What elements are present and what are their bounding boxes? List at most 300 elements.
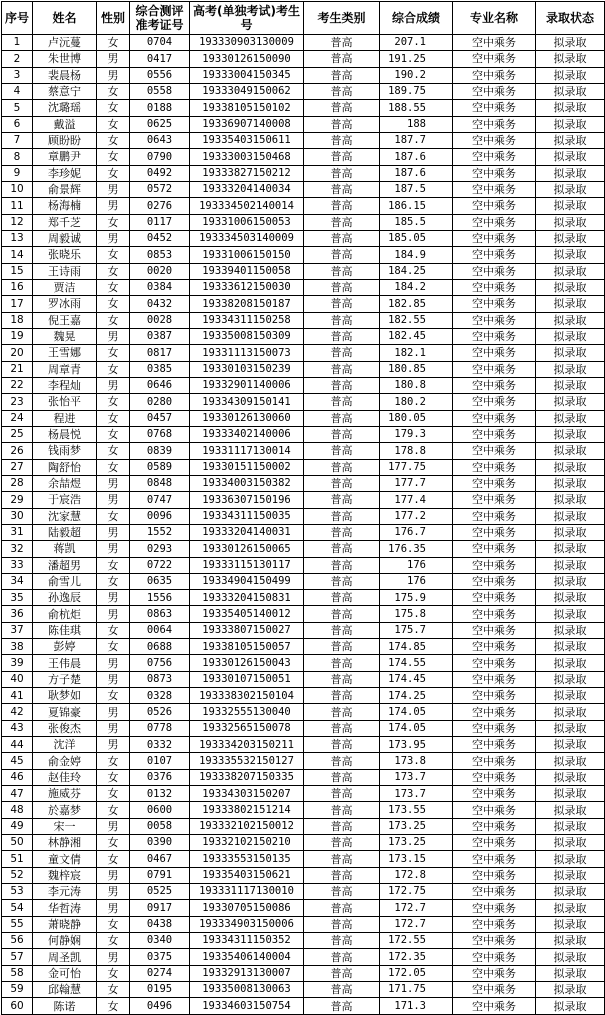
row-index: 50 xyxy=(2,835,33,851)
exam-ticket: 0328 xyxy=(130,688,190,704)
candidate-number: 19334904150499 xyxy=(190,573,304,589)
candidate-number: 19334309150141 xyxy=(190,394,304,410)
candidate-number: 19333827150212 xyxy=(190,165,304,181)
gender: 女 xyxy=(97,786,130,802)
table-row xyxy=(2,132,605,148)
major-name: 空中乘务 xyxy=(453,198,536,214)
candidate-type: 普高 xyxy=(304,688,380,704)
student-name: 魏晃 xyxy=(33,328,97,344)
admission-status: 拟录取 xyxy=(536,737,605,753)
candidate-number: 193332102150012 xyxy=(190,818,304,834)
exam-ticket: 0293 xyxy=(130,541,190,557)
table-row xyxy=(2,622,605,638)
candidate-type: 普高 xyxy=(304,606,380,622)
student-name: 潘超男 xyxy=(33,557,97,573)
candidate-type: 普高 xyxy=(304,737,380,753)
admission-status: 拟录取 xyxy=(536,312,605,328)
admission-status: 拟录取 xyxy=(536,230,605,246)
candidate-type: 普高 xyxy=(304,149,380,165)
candidate-number: 19335405140012 xyxy=(190,606,304,622)
candidate-number: 19332102150210 xyxy=(190,835,304,851)
candidate-type: 普高 xyxy=(304,998,380,1014)
candidate-type: 普高 xyxy=(304,557,380,573)
candidate-type: 普高 xyxy=(304,198,380,214)
total-score: 191.25 xyxy=(380,51,453,67)
exam-ticket: 0417 xyxy=(130,51,190,67)
exam-ticket: 0704 xyxy=(130,35,190,51)
gender: 男 xyxy=(97,818,130,834)
candidate-type: 普高 xyxy=(304,312,380,328)
major-name: 空中乘务 xyxy=(453,671,536,687)
candidate-type: 普高 xyxy=(304,884,380,900)
student-name: 杨海楠 xyxy=(33,198,97,214)
row-index: 23 xyxy=(2,394,33,410)
exam-ticket: 0107 xyxy=(130,753,190,769)
major-name: 空中乘务 xyxy=(453,492,536,508)
gender: 女 xyxy=(97,557,130,573)
gender: 男 xyxy=(97,328,130,344)
candidate-type: 普高 xyxy=(304,916,380,932)
major-name: 空中乘务 xyxy=(453,541,536,557)
table-row xyxy=(2,459,605,475)
row-index: 49 xyxy=(2,818,33,834)
header-major: 专业名称 xyxy=(453,2,536,35)
major-name: 空中乘务 xyxy=(453,639,536,655)
gender: 女 xyxy=(97,851,130,867)
admission-status: 拟录取 xyxy=(536,116,605,132)
candidate-number: 19332913130007 xyxy=(190,965,304,981)
student-name: 陈佳琪 xyxy=(33,622,97,638)
student-name: 於嘉梦 xyxy=(33,802,97,818)
row-index: 11 xyxy=(2,198,33,214)
candidate-number: 19338208150187 xyxy=(190,296,304,312)
total-score: 173.7 xyxy=(380,786,453,802)
student-name: 蔡意宁 xyxy=(33,83,97,99)
total-score: 177.7 xyxy=(380,475,453,491)
candidate-number: 19334311150258 xyxy=(190,312,304,328)
total-score: 176 xyxy=(380,557,453,573)
student-name: 戴溢 xyxy=(33,116,97,132)
exam-ticket: 0525 xyxy=(130,884,190,900)
table-row xyxy=(2,508,605,524)
table-row xyxy=(2,116,605,132)
row-index: 52 xyxy=(2,867,33,883)
student-name: 林静湘 xyxy=(33,835,97,851)
admission-status: 拟录取 xyxy=(536,279,605,295)
row-index: 28 xyxy=(2,475,33,491)
row-index: 21 xyxy=(2,361,33,377)
gender: 女 xyxy=(97,100,130,116)
exam-ticket: 0387 xyxy=(130,328,190,344)
admission-status: 拟录取 xyxy=(536,377,605,393)
row-index: 15 xyxy=(2,263,33,279)
candidate-number: 19330103150239 xyxy=(190,361,304,377)
major-name: 空中乘务 xyxy=(453,165,536,181)
total-score: 174.85 xyxy=(380,639,453,655)
major-name: 空中乘务 xyxy=(453,35,536,51)
table-row xyxy=(2,557,605,573)
candidate-number: 193335532150127 xyxy=(190,753,304,769)
row-index: 40 xyxy=(2,671,33,687)
student-name: 彭婷 xyxy=(33,639,97,655)
table-row xyxy=(2,492,605,508)
candidate-number: 19333003150468 xyxy=(190,149,304,165)
admission-status: 拟录取 xyxy=(536,704,605,720)
major-name: 空中乘务 xyxy=(453,998,536,1014)
total-score: 175.7 xyxy=(380,622,453,638)
candidate-number: 19333004150345 xyxy=(190,67,304,83)
row-index: 55 xyxy=(2,916,33,932)
total-score: 171.3 xyxy=(380,998,453,1014)
header-exam-ticket: 综合测评准考证号 xyxy=(130,2,190,35)
gender: 男 xyxy=(97,720,130,736)
gender: 女 xyxy=(97,345,130,361)
total-score: 184.2 xyxy=(380,279,453,295)
gender: 女 xyxy=(97,688,130,704)
major-name: 空中乘务 xyxy=(453,83,536,99)
table-row xyxy=(2,443,605,459)
exam-ticket: 0791 xyxy=(130,867,190,883)
candidate-type: 普高 xyxy=(304,573,380,589)
candidate-type: 普高 xyxy=(304,361,380,377)
table-row xyxy=(2,851,605,867)
exam-ticket: 0643 xyxy=(130,132,190,148)
major-name: 空中乘务 xyxy=(453,296,536,312)
row-index: 54 xyxy=(2,900,33,916)
exam-ticket: 0768 xyxy=(130,426,190,442)
table-row xyxy=(2,263,605,279)
table-row xyxy=(2,639,605,655)
major-name: 空中乘务 xyxy=(453,655,536,671)
table-row xyxy=(2,328,605,344)
row-index: 53 xyxy=(2,884,33,900)
candidate-number: 19335403150621 xyxy=(190,867,304,883)
major-name: 空中乘务 xyxy=(453,867,536,883)
candidate-type: 普高 xyxy=(304,965,380,981)
admission-status: 拟录取 xyxy=(536,867,605,883)
candidate-number: 19330126150043 xyxy=(190,655,304,671)
row-index: 17 xyxy=(2,296,33,312)
student-name: 贾洁 xyxy=(33,279,97,295)
table-row xyxy=(2,835,605,851)
exam-ticket: 0096 xyxy=(130,508,190,524)
total-score: 173.8 xyxy=(380,753,453,769)
major-name: 空中乘务 xyxy=(453,720,536,736)
admission-status: 拟录取 xyxy=(536,982,605,998)
major-name: 空中乘务 xyxy=(453,279,536,295)
table-row xyxy=(2,916,605,932)
exam-ticket: 0756 xyxy=(130,655,190,671)
major-name: 空中乘务 xyxy=(453,247,536,263)
table-row xyxy=(2,688,605,704)
candidate-number: 19332555130040 xyxy=(190,704,304,720)
row-index: 46 xyxy=(2,769,33,785)
candidate-number: 193334203150211 xyxy=(190,737,304,753)
table-row xyxy=(2,867,605,883)
gender: 女 xyxy=(97,132,130,148)
table-row xyxy=(2,737,605,753)
table-row xyxy=(2,524,605,540)
student-name: 陆毅超 xyxy=(33,524,97,540)
student-name: 华哲涛 xyxy=(33,900,97,916)
exam-ticket: 0572 xyxy=(130,181,190,197)
student-name: 周圣凯 xyxy=(33,949,97,965)
major-name: 空中乘务 xyxy=(453,753,536,769)
major-name: 空中乘务 xyxy=(453,67,536,83)
exam-ticket: 0839 xyxy=(130,443,190,459)
exam-ticket: 0376 xyxy=(130,769,190,785)
exam-ticket: 0722 xyxy=(130,557,190,573)
table-row xyxy=(2,720,605,736)
candidate-type: 普高 xyxy=(304,214,380,230)
table-row xyxy=(2,35,605,51)
gender: 女 xyxy=(97,753,130,769)
student-name: 萧晓静 xyxy=(33,916,97,932)
candidate-type: 普高 xyxy=(304,230,380,246)
major-name: 空中乘务 xyxy=(453,557,536,573)
admission-status: 拟录取 xyxy=(536,475,605,491)
major-name: 空中乘务 xyxy=(453,149,536,165)
candidate-type: 普高 xyxy=(304,51,380,67)
row-index: 34 xyxy=(2,573,33,589)
major-name: 空中乘务 xyxy=(453,100,536,116)
exam-ticket: 0452 xyxy=(130,230,190,246)
row-index: 9 xyxy=(2,165,33,181)
total-score: 177.75 xyxy=(380,459,453,475)
gender: 男 xyxy=(97,671,130,687)
student-name: 魏梓宸 xyxy=(33,867,97,883)
table-row xyxy=(2,279,605,295)
gender: 女 xyxy=(97,149,130,165)
exam-ticket: 0646 xyxy=(130,377,190,393)
gender: 男 xyxy=(97,524,130,540)
candidate-number: 19331113150073 xyxy=(190,345,304,361)
candidate-type: 普高 xyxy=(304,328,380,344)
admission-status: 拟录取 xyxy=(536,247,605,263)
row-index: 27 xyxy=(2,459,33,475)
gender: 女 xyxy=(97,982,130,998)
exam-ticket: 0280 xyxy=(130,394,190,410)
major-name: 空中乘务 xyxy=(453,345,536,361)
admission-status: 拟录取 xyxy=(536,590,605,606)
header-gender: 性别 xyxy=(97,2,130,35)
candidate-number: 19333402140006 xyxy=(190,426,304,442)
gender: 女 xyxy=(97,622,130,638)
candidate-type: 普高 xyxy=(304,524,380,540)
student-name: 余喆煜 xyxy=(33,475,97,491)
major-name: 空中乘务 xyxy=(453,410,536,426)
gender: 女 xyxy=(97,835,130,851)
candidate-type: 普高 xyxy=(304,949,380,965)
gender: 女 xyxy=(97,263,130,279)
exam-ticket: 0600 xyxy=(130,802,190,818)
total-score: 188 xyxy=(380,116,453,132)
candidate-number: 19330151150002 xyxy=(190,459,304,475)
header-row xyxy=(2,2,605,35)
total-score: 172.7 xyxy=(380,916,453,932)
table-row xyxy=(2,312,605,328)
student-name: 王诗雨 xyxy=(33,263,97,279)
admission-status: 拟录取 xyxy=(536,998,605,1014)
table-row xyxy=(2,900,605,916)
row-index: 35 xyxy=(2,590,33,606)
total-score: 173.25 xyxy=(380,818,453,834)
student-name: 孙逸辰 xyxy=(33,590,97,606)
gender: 女 xyxy=(97,165,130,181)
student-name: 钱雨梦 xyxy=(33,443,97,459)
admission-status: 拟录取 xyxy=(536,132,605,148)
student-name: 周毅诚 xyxy=(33,230,97,246)
candidate-type: 普高 xyxy=(304,704,380,720)
admission-status: 拟录取 xyxy=(536,524,605,540)
gender: 女 xyxy=(97,214,130,230)
exam-ticket: 0274 xyxy=(130,965,190,981)
major-name: 空中乘务 xyxy=(453,900,536,916)
major-name: 空中乘务 xyxy=(453,214,536,230)
admission-status: 拟录取 xyxy=(536,835,605,851)
admission-status: 拟录取 xyxy=(536,459,605,475)
admission-status: 拟录取 xyxy=(536,786,605,802)
table-row xyxy=(2,361,605,377)
total-score: 172.75 xyxy=(380,884,453,900)
table-row xyxy=(2,704,605,720)
candidate-type: 普高 xyxy=(304,622,380,638)
candidate-type: 普高 xyxy=(304,35,380,51)
row-index: 45 xyxy=(2,753,33,769)
gender: 男 xyxy=(97,949,130,965)
student-name: 蒋凯 xyxy=(33,541,97,557)
major-name: 空中乘务 xyxy=(453,965,536,981)
admission-status: 拟录取 xyxy=(536,753,605,769)
candidate-type: 普高 xyxy=(304,835,380,851)
total-score: 187.6 xyxy=(380,149,453,165)
student-name: 张俊杰 xyxy=(33,720,97,736)
admission-status: 拟录取 xyxy=(536,345,605,361)
gender: 女 xyxy=(97,998,130,1014)
exam-ticket: 0917 xyxy=(130,900,190,916)
gender: 男 xyxy=(97,737,130,753)
gender: 男 xyxy=(97,492,130,508)
student-name: 俞雪儿 xyxy=(33,573,97,589)
admission-status: 拟录取 xyxy=(536,198,605,214)
total-score: 172.7 xyxy=(380,900,453,916)
row-index: 42 xyxy=(2,704,33,720)
major-name: 空中乘务 xyxy=(453,475,536,491)
row-index: 26 xyxy=(2,443,33,459)
candidate-number: 19336907140008 xyxy=(190,116,304,132)
table-row xyxy=(2,100,605,116)
row-index: 3 xyxy=(2,67,33,83)
total-score: 175.9 xyxy=(380,590,453,606)
admission-status: 拟录取 xyxy=(536,639,605,655)
admission-status: 拟录取 xyxy=(536,181,605,197)
major-name: 空中乘务 xyxy=(453,116,536,132)
table-row xyxy=(2,949,605,965)
exam-ticket: 0467 xyxy=(130,851,190,867)
table-row xyxy=(2,247,605,263)
student-name: 夏锦豪 xyxy=(33,704,97,720)
row-index: 47 xyxy=(2,786,33,802)
student-name: 童文倩 xyxy=(33,851,97,867)
table-row xyxy=(2,394,605,410)
student-name: 方子楚 xyxy=(33,671,97,687)
row-index: 2 xyxy=(2,51,33,67)
candidate-type: 普高 xyxy=(304,443,380,459)
admission-status: 拟录取 xyxy=(536,688,605,704)
admission-status: 拟录取 xyxy=(536,541,605,557)
table-row xyxy=(2,786,605,802)
exam-ticket: 0457 xyxy=(130,410,190,426)
gender: 女 xyxy=(97,443,130,459)
gender: 女 xyxy=(97,639,130,655)
major-name: 空中乘务 xyxy=(453,851,536,867)
exam-ticket: 0873 xyxy=(130,671,190,687)
student-name: 郑千芝 xyxy=(33,214,97,230)
candidate-type: 普高 xyxy=(304,165,380,181)
major-name: 空中乘务 xyxy=(453,394,536,410)
gender: 女 xyxy=(97,965,130,981)
total-score: 174.05 xyxy=(380,720,453,736)
table-row xyxy=(2,83,605,99)
table-row xyxy=(2,475,605,491)
admission-status: 拟录取 xyxy=(536,606,605,622)
table-row xyxy=(2,573,605,589)
major-name: 空中乘务 xyxy=(453,982,536,998)
exam-ticket: 0790 xyxy=(130,149,190,165)
exam-ticket: 0778 xyxy=(130,720,190,736)
table-row xyxy=(2,933,605,949)
candidate-type: 普高 xyxy=(304,394,380,410)
student-name: 朱世博 xyxy=(33,51,97,67)
candidate-type: 普高 xyxy=(304,492,380,508)
row-index: 25 xyxy=(2,426,33,442)
total-score: 175.8 xyxy=(380,606,453,622)
header-status: 录取状态 xyxy=(536,2,605,35)
admission-status: 拟录取 xyxy=(536,361,605,377)
total-score: 184.9 xyxy=(380,247,453,263)
candidate-type: 普高 xyxy=(304,671,380,687)
exam-ticket: 0589 xyxy=(130,459,190,475)
candidate-number: 19333807150027 xyxy=(190,622,304,638)
table-row xyxy=(2,230,605,246)
gender: 女 xyxy=(97,933,130,949)
row-index: 41 xyxy=(2,688,33,704)
candidate-type: 普高 xyxy=(304,720,380,736)
candidate-type: 普高 xyxy=(304,900,380,916)
major-name: 空中乘务 xyxy=(453,786,536,802)
student-name: 李珍妮 xyxy=(33,165,97,181)
candidate-type: 普高 xyxy=(304,769,380,785)
student-name: 耿梦如 xyxy=(33,688,97,704)
admission-status: 拟录取 xyxy=(536,671,605,687)
exam-ticket: 0853 xyxy=(130,247,190,263)
table-row xyxy=(2,149,605,165)
candidate-type: 普高 xyxy=(304,982,380,998)
row-index: 37 xyxy=(2,622,33,638)
gender: 女 xyxy=(97,410,130,426)
candidate-number: 193334503140009 xyxy=(190,230,304,246)
admission-status: 拟录取 xyxy=(536,426,605,442)
candidate-type: 普高 xyxy=(304,83,380,99)
row-index: 32 xyxy=(2,541,33,557)
student-name: 俞金婷 xyxy=(33,753,97,769)
candidate-number: 19331006150150 xyxy=(190,247,304,263)
row-index: 57 xyxy=(2,949,33,965)
candidate-number: 19330705150086 xyxy=(190,900,304,916)
total-score: 174.45 xyxy=(380,671,453,687)
row-index: 56 xyxy=(2,933,33,949)
total-score: 182.55 xyxy=(380,312,453,328)
